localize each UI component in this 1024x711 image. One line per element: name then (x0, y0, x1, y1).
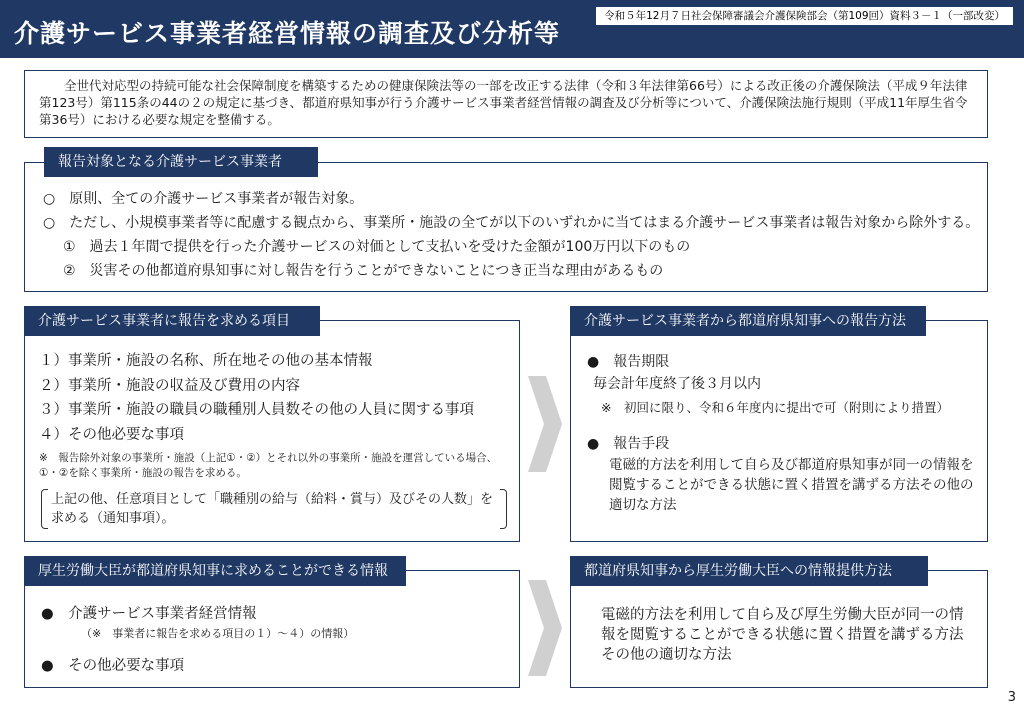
means-heading: ● 報告手段 (587, 436, 670, 452)
report-items-note: ※ 報告除外対象の事業所・施設（上記①・②）とそれ以外の事業所・施設を運営している場合、①・②を除く事業所・施設の報告を求める。 (39, 452, 498, 479)
minister-item-1-note: （※ 事業者に報告を求める項目の１）～４）の情報） (81, 627, 355, 640)
info-provision-heading: 都道府県知事から厚生労働大臣への情報提供方法 (570, 556, 928, 586)
targets-sub-1: ① 過去１年間で提供を行った介護サービスの対価として支払いを受けた金額が100万円以下のもの (63, 239, 691, 255)
means-text: 電磁的方法を利用して自ら及び都道府県知事が同一の情報を閲覧することができる状態に置く措置を講ずる方法その他の適切な方法 (609, 457, 974, 513)
reporting-method-body (587, 351, 977, 515)
info-provision-box (570, 570, 988, 688)
deadline-note: ※ 初回に限り、令和６年度内に提出で可（附則により措置） (601, 400, 949, 415)
minister-request-box (24, 570, 520, 688)
reporting-targets-body (43, 187, 979, 283)
deadline-heading: ● 報告期限 (587, 354, 670, 370)
minister-request-heading: 厚生労働大臣が都道府県知事に求めることができる情報 (24, 556, 406, 586)
reporting-targets-heading: 報告対象となる介護サービス事業者 (44, 147, 318, 177)
reporting-targets-box (24, 162, 988, 292)
report-item-2: ２）事業所・施設の収益及び費用の内容 (39, 377, 300, 394)
report-item-1: １）事業所・施設の名称、所在地その他の基本情報 (39, 353, 373, 369)
report-items-heading: 介護サービス事業者に報告を求める項目 (24, 306, 320, 336)
intro-box (24, 70, 988, 138)
arrow-right-icon (528, 376, 562, 472)
targets-sub-2: ② 災害その他都道府県知事に対し報告を行うことができないことにつき正当な理由があるもの (63, 263, 664, 279)
info-provision-text: 電磁的方法を利用して自ら及び厚生労働大臣が同一の情報を閲覧することができる状態に置く措置を講ずる方法その他の適切な方法 (601, 607, 964, 663)
report-item-3: ３）事業所・施設の職員の職種別人員数その他の人員に関する事項 (39, 402, 474, 418)
report-items-box (24, 320, 520, 542)
minister-request-body (41, 603, 354, 677)
reporting-method-heading: 介護サービス事業者から都道府県知事への報告方法 (570, 306, 926, 336)
document-reference: 令和５年12月７日社会保障審議会介護保険部会（第109回）資料３－１（一部改変） (595, 6, 1014, 26)
targets-line-2: ○ ただし、小規模事業者等に配慮する観点から、事業所・施設の全てが以下のいずれかに当てはまる介護サービス事業者は報告対象から除外する。 (43, 215, 980, 231)
intro-text: 全世代対応型の持続可能な社会保障制度を構築するための健康保険法等の一部を改正する法律（令和３年法律第66号）による改正後の介護保険法（平成９年法律第123号）第115条の44の２の規定に基づき、都道府県知事が行う介護サービス事業者経営情報の調査及び分析等について、介護保険法施行規則（平成11年厚生省令第36号）における必要な規定を整備する。 (39, 78, 968, 127)
optional-items-bracket: 上記の他、任意項目として「職種別の給与（給料・賞与）及びその人数」を求める（通知事項）。 (41, 489, 507, 529)
deadline-text: 毎会計年度終了後３月以内 (593, 376, 761, 392)
minister-item-2: ● その他必要な事項 (41, 658, 185, 674)
report-items-list (39, 349, 474, 447)
arrow-right-icon (528, 580, 562, 676)
report-item-4: ４）その他必要な事項 (39, 426, 184, 443)
targets-line-1: ○ 原則、全ての介護サービス事業者が報告対象。 (43, 191, 364, 207)
reporting-method-box (570, 320, 988, 542)
minister-item-1: ● 介護サービス事業者経営情報 (41, 606, 257, 622)
page-title: 介護サービス事業者経営情報の調査及び分析等 (14, 19, 561, 48)
page-number: 3 (1007, 690, 1016, 705)
